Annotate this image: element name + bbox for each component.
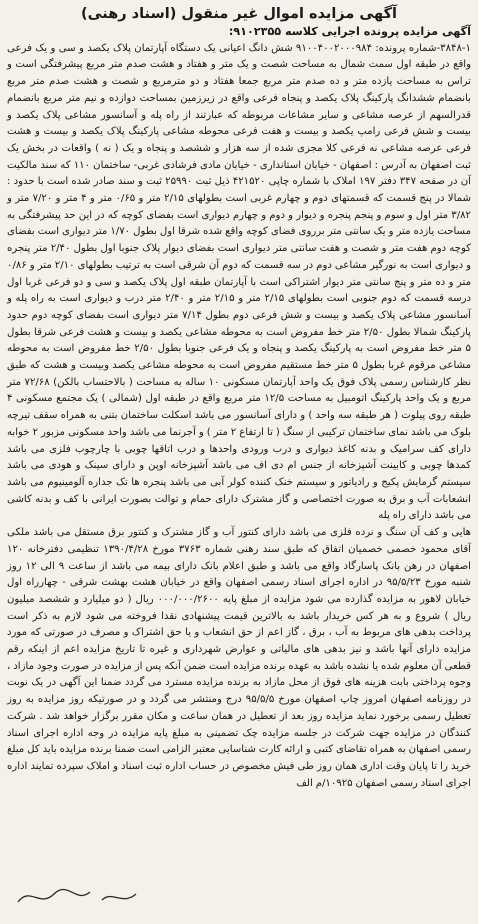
case-line: آگهی مزایده پرونده اجرایی کلاسه ۹۱۰۲۳۵۵: [228,25,471,38]
signature-mark [10,882,160,910]
notice-paragraph-1: ۳۸۴۸-۱-شماره پرونده: ۹۱۰۰۴۰۰۲۰۰۰۹۸۴ شش دانگ اعیانی یک دستگاه آپارتمان پلاک یکصد و سی و یک فرعی واقع در طبقه اول سمت شمال به مساحت شصت و یک متر و هفتاد و هشت صدم متر مربع پیشرفتگی است و تراس به مساحت یازده متر و ده صدم متر مربع جمعا هفتاد و دو مترمربع و شصت و هشت صدم متر مربع بانضمام ششدانگ پارکینگ پلاک یکصد و پنجاه فرعی واقع در زیرزمین بمساحت دوازده و نیم متر مربع بانضمام قدرالسهم از عرصه مشاعی و سایر مشاعات مربوطه که عبارتند از راه پله و آسانسور مشاعی پلاک یکصد و بیست و شش فرعی رامپ یکصد و بیست و هفت فرعی محوطه مشاعی پارکینگ پلاک یکصد و بیست و هشت فرعی عرصه مشاعی نه فرعی کلا مجزی شده از سه هزار و ششصد و پنجاه و یک ( نه ) واقعات در بخش یک ثبت اصفهان به آدرس : اصفهان - خیابان استانداری - خیابان مادی فرشادی غربی- ساختمان ۱۱۰ که سند مالکیت آن در صفحه ۳۴۷ دفتر ۱۹۷ املاک با شماره چاپی ۴۲۱۵۲۰ ذیل ثبت ۲۵۹۹۰ ثبت و سند صادر شده است با حدود : شمالا در پنج قسمت که قسمتهای دوم و چهارم غربی است بطولهای ۲/۱۵ متر و ۰/۶۵ متر و ۴ متر و ۷/۲۰ متر و ۳/۸۲ متر اول و سوم و پنجم پنجره و دیوار و دوم و چهارم دیواری است بفضای کوچه که در این حد پیشرفتگی به مساحت یازده متر و یک سانتی متر برروی فضای کوچه واقع شده شرقا اول بطول ۱/۷۰ متر دیواری است بفضای کوچه دوم هفت متر و شصت و هفت سانتی متر دیواری است بفضای دیوار پلاک جنوبا اول بطول ۲/۴۰ متر پنجره و دیواری است به نورگیر مشاعی دوم در سه قسمت که دوم آن شرقی است به ترتیب بطولهای ۲/۱۰ متر و ۰/۸۶ متر و ده متر و پنج سانتی متر دیوار اشتراکی است با آپارتمان طبقه اول پلاک یکصد و سی و دو فرعی غربا اول درسه قسمت که دوم جنوبی است بطولهای ۲/۱۵ متر و ۲/۱۵ متر و ۲/۴۰ متر درب و دیواری است به راه پله و آسانسور مشاعی پلاک یکصد و بیست و شش فرعی دوم بطول ۷/۱۴ متر دیواری است بفضای کوچه دوم حدود پارکینگ شمالا بطول ۲/۵۰ متر خط مفروض است به محوطه مشاعی یکصد و بیست و هشت فرعی شرقا بطول ۵ متر خط مفروض است به پارکینگ یکصد و پنجاه و یک فرعی جنوبا بطول ۲/۵۰ خط مفروض است به محوطه مشاعی مرقوم غربا بطول ۵ متر خط مستقیم مفروض است به محوطه مشاعی یکصد وبیست و هشت که طبق نظر کارشناس رسمی پلاک فوق یک واحد آپارتمان مسکونی ۱۰ ساله به مساحت ( بالاحتساب بالکن) ۷۲/۶۸ متر مربع و یک واحد پارکینگ اتومبیل به مساحت ۱۲/۵ متر مربع واقع در طبقه اول (شمالی ) یک مجتمع مسکونی ۴ طبقه روی پیلوت ( هر طبقه سه واحد ) و دارای آسانسور می باشد اسکلت ساختمان بتنی به همراه سقف تیرچه بلوک می باشد نمای ساختمان ترکیبی از سنگ ( تا ارتفاع ۲ متر ) و آجرنما می باشد واحد مسکونی مزبور ۲ خوابه دارای کف سرامیک و بدنه کاغذ دیواری و درب ورودی واحدها و درب اتاقها چوبی با چارچوب فلزی می باشد کمدها چوبی و کابینت آشپزخانه از جنس ام دی اف می باشد آشپزخانه اوپن و دارای سینک و هودی می باشد سیستم گرمایش پکیج و رادیاتور و سیستم خنک کننده کولر آبی می باشد پنجره ها تک جداره آلومینیوم می باشد انشعابات آب و برق به صورت اختصاصی و گاز مشترک دارای حمام و توالت بصورت ایرانی با کف و بدنه کاشی می باشد دارای راه پله [7,42,472,522]
notice-paragraph-2: هایی و کف آن سنگ و نرده فلزی می باشد دارای کنتور آب و گاز مشترک و کنتور برق مستقل می باشد ملکی آقای محمود خصمی خصمیان اتفاق که طبق سند رهنی شماره ۳۷۶۳ مورخ ۱۳۹۰/۴/۲۸ تنظیمی دفترخانه ۱۲۰ اصفهان در رهن بانک پاسارگاد واقع می باشد و طبق اعلام بانک دارای بیمه می باشد از ساعت ۹ الی ۱۲ روز شنبه مورخ ۹۵/۵/۲۳ در اداره اجرای اسناد رسمی اصفهان واقع در خیابان هشت بهشت شرقی - چهارراه اول خیابان لاهور به مزایده گذارده می شود مزایده از مبلغ پایه ۰۰۰/۰۰۰/۲۶۰۰ ریال ( دو میلیارد و ششصد میلیون ریال ) شروع و به هر کس خریدار باشد به بالاترین قیمت پیشنهادی نقدا فروخته می شود لازم به ذکر است پرداخت بدهی های مربوط به آب ، برق ، گاز اعم از حق انشعاب و یا حق اشتراک و مصرف در صورتی که مورد مزایده دارای آنها باشد و نیز بدهی های مالیاتی و عوارض شهرداری و غیره تا تاریخ مزایده اعم از اینکه رقم قطعی آن معلوم شده یا نشده باشد به عهده برنده مزایده است ضمن آنکه پس از مزایده در صورت وجود مازاد ، وجوه پرداختی بابت هزینه های فوق از محل مازاد به برنده مزایده مسترد می گردد ضمنا این آگهی در یک نوبت در روزنامه اصفهان امروز چاپ اصفهان مورخ ۹۵/۵/۵ درج ومنتشر می گردد و در صورتیکه روز مزایده به روز تعطیل رسمی برخورد نماید مزایده روز بعد از تعطیل در همان ساعت و مکان مقرر برگزار خواهد شد . شرکت کنندگان در مزایده جهت شرکت در جلسه مزایده چک تضمینی به مبلغ پایه مزایده در وجه اداره اجرای اسناد رسمی اصفهان به همراه تقاضای کتبی و ارائه کارت شناسایی معتبر الزامی است ضمنا برنده مزایده باید کل مبلغ خرید را تا پایان وقت اداری همان روز طی فیش مخصوص در حساب اداره ثبت اسناد و املاک سپرده تمایند اداره اجرای اسناد رسمی اصفهان ۱۰۹۲۵/م الف [7,527,472,789]
notice-title: آگهی مزایده اموال غیر منقول (اسناد رهنی) [81,6,397,22]
